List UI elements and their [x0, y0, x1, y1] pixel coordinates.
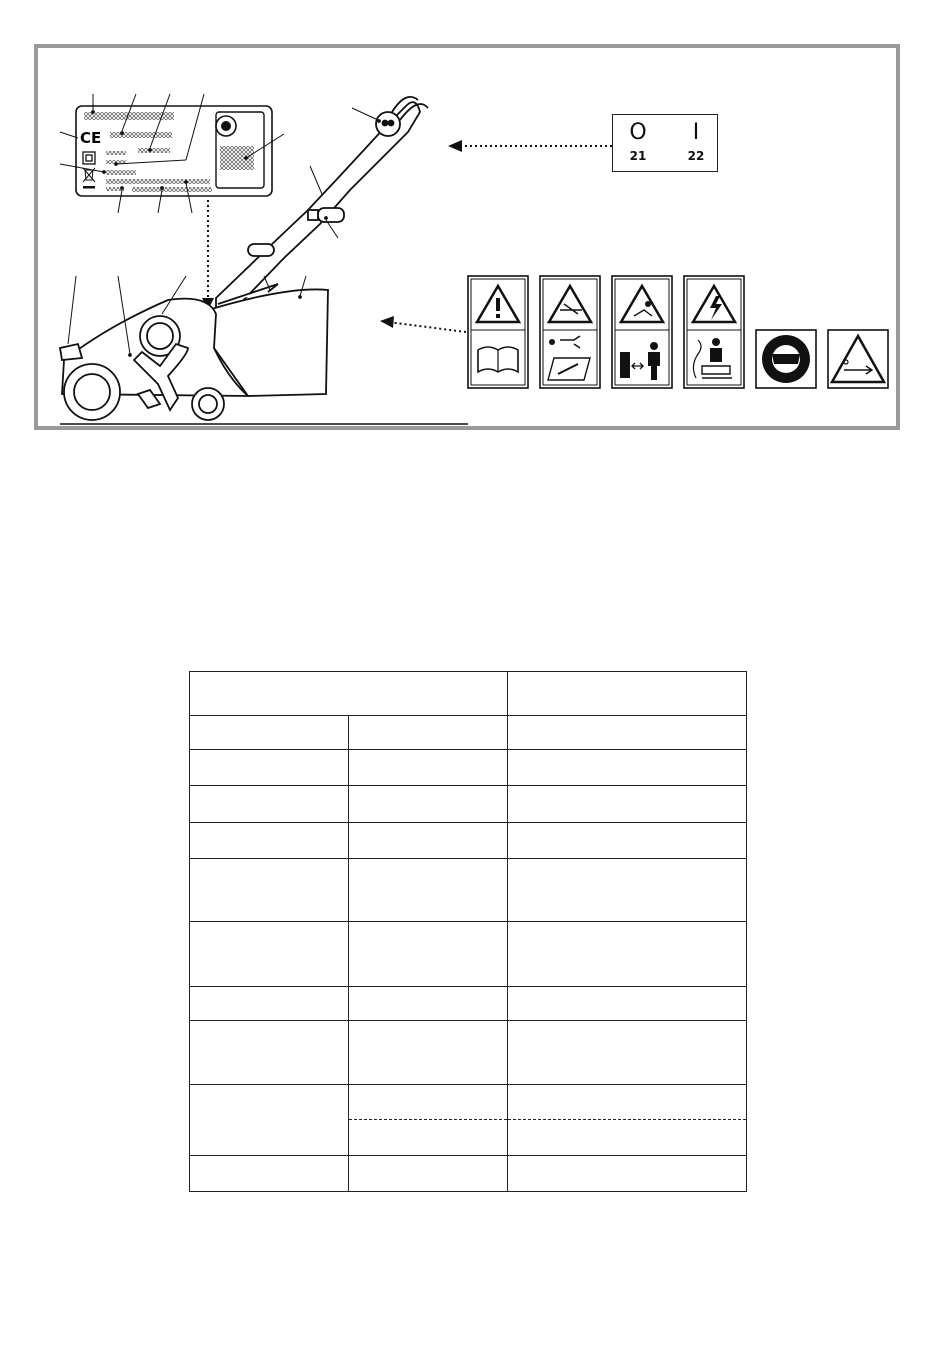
table-cell [508, 987, 747, 1021]
table-cell [508, 786, 747, 823]
table-row [190, 1156, 747, 1192]
warning-disconnect-plug-icon [540, 276, 600, 388]
table-cell [190, 1021, 349, 1085]
table-row [190, 922, 747, 987]
ce-mark: CE [80, 129, 102, 147]
warning-read-manual-icon [468, 276, 528, 388]
table-cell [190, 786, 349, 823]
warning-thrown-objects-distance-icon [612, 276, 672, 388]
table-cell [508, 672, 747, 716]
table-cell [349, 1120, 508, 1156]
table-row [190, 1021, 747, 1085]
table-row [190, 672, 747, 716]
table-cell [349, 1085, 508, 1120]
table-cell [349, 1021, 508, 1085]
wear-eye-ear-protection-icon [756, 330, 816, 388]
table-row [190, 786, 747, 823]
table-cell [508, 859, 747, 922]
table-cell [190, 987, 349, 1021]
keep-cable-away-icon [828, 330, 888, 388]
on-symbol: I [692, 120, 700, 145]
warning-electric-shock-cable-icon [684, 276, 744, 388]
table-row [190, 987, 747, 1021]
table-cell [508, 1120, 747, 1156]
specifications-table [189, 671, 747, 1192]
off-symbol: O [629, 120, 647, 145]
table-cell [508, 750, 747, 786]
table-cell [349, 987, 508, 1021]
table-cell [349, 823, 508, 859]
table-cell [349, 750, 508, 786]
table-row [190, 859, 747, 922]
decal-location-arrow [388, 322, 466, 332]
table-cell [508, 1021, 747, 1085]
on-off-switch-diagram [612, 114, 718, 172]
table-row [190, 716, 747, 750]
table-cell [349, 1156, 508, 1192]
table-cell [349, 786, 508, 823]
figure-panel [34, 44, 900, 430]
rating-plate [60, 94, 284, 213]
table-cell [349, 859, 508, 922]
table-cell [190, 672, 508, 716]
table-cell [190, 823, 349, 859]
table-cell [508, 1156, 747, 1192]
off-callout-number: 21 [629, 149, 647, 163]
table-cell [190, 859, 349, 922]
table-cell [190, 1085, 349, 1156]
table-cell [190, 922, 349, 987]
on-callout-number: 22 [687, 149, 705, 163]
table-cell [508, 922, 747, 987]
table-cell [508, 1085, 747, 1120]
table-cell [190, 1156, 349, 1192]
table-row [190, 1085, 747, 1120]
table-cell [190, 750, 349, 786]
table-cell [508, 716, 747, 750]
table-cell [349, 716, 508, 750]
table-cell [508, 823, 747, 859]
table-cell [349, 922, 508, 987]
table-cell [190, 716, 349, 750]
table-row [190, 750, 747, 786]
table-row [190, 823, 747, 859]
